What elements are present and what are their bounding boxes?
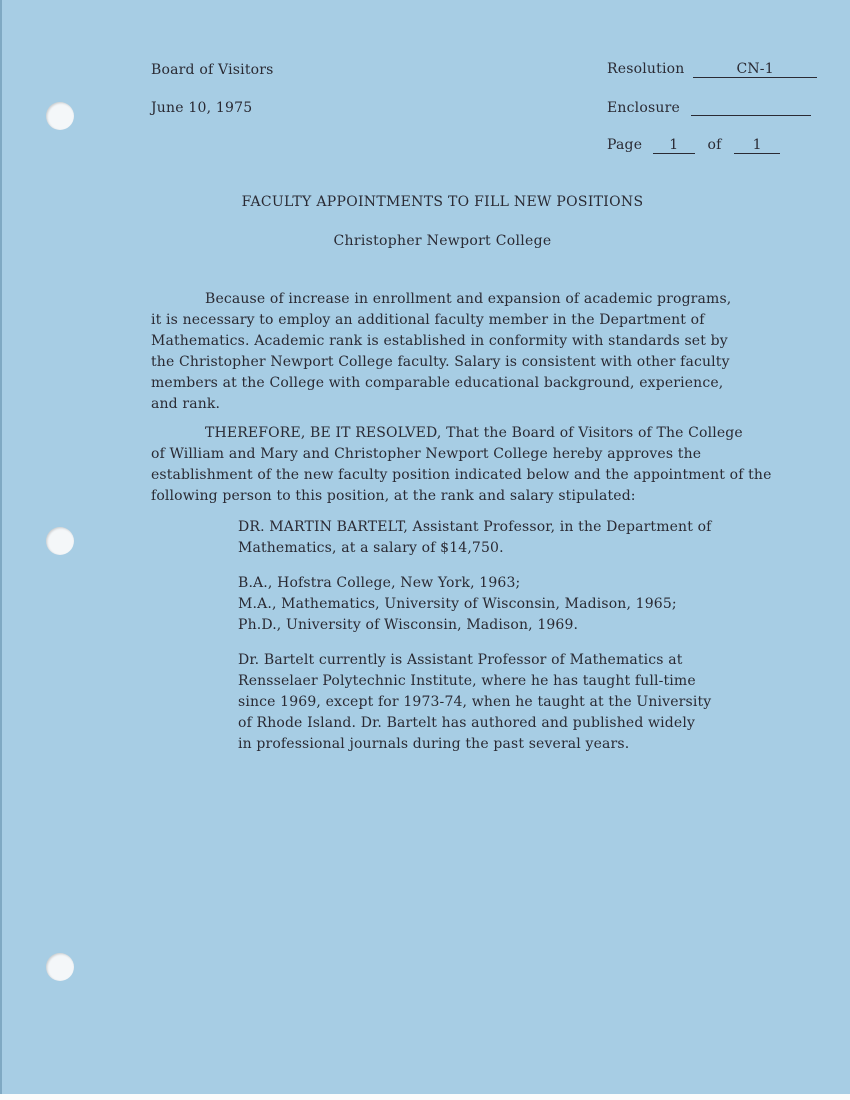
enclosure-value xyxy=(691,99,811,116)
appointment-block xyxy=(238,517,712,559)
page-edge xyxy=(0,0,2,1100)
resolution-value: CN-1 xyxy=(693,61,817,78)
bio-line: in professional journals during the past several years. xyxy=(238,736,630,752)
of-label: of xyxy=(707,137,722,153)
paragraph-line: Because of increase in enrollment and expansion of academic programs, xyxy=(205,291,732,307)
paragraph-line: THEREFORE, BE IT RESOLVED, That the Board of Visitors of The College xyxy=(205,425,743,441)
page-bottom-edge xyxy=(0,1094,850,1100)
org-name: Board of Visitors xyxy=(151,62,274,78)
punch-hole-bottom xyxy=(46,953,74,981)
punch-hole-top xyxy=(46,102,74,130)
college-name: Christopher Newport College xyxy=(333,233,552,249)
punch-hole-middle xyxy=(46,527,74,555)
resolution-label: Resolution xyxy=(607,61,685,77)
bio-line: Dr. Bartelt currently is Assistant Professor of Mathematics at xyxy=(238,652,683,668)
bio-line: Rensselaer Polytechnic Institute, where he has taught full-time xyxy=(238,673,696,689)
degree-line: B.A., Hofstra College, New York, 1963; xyxy=(238,575,521,591)
page-total: 1 xyxy=(734,137,780,154)
bio-line: of Rhode Island. Dr. Bartelt has authored and published widely xyxy=(238,715,696,731)
paragraph-line: members at the College with comparable educational background, experience, xyxy=(151,375,724,391)
paragraph-line: Mathematics. Academic rank is established in conformity with standards set by xyxy=(151,333,728,349)
paragraph-line: the Christopher Newport College faculty. Salary is consistent with other faculty xyxy=(151,354,730,370)
page-number: 1 xyxy=(653,137,695,154)
enclosure-label: Enclosure xyxy=(607,100,680,116)
resolution-paragraph xyxy=(151,423,772,507)
paragraph-line: of William and Mary and Christopher Newport College hereby approves the xyxy=(151,446,702,462)
document-title: FACULTY APPOINTMENTS TO FILL NEW POSITIONS xyxy=(241,194,644,210)
resolution-field xyxy=(607,61,817,78)
document-date: June 10, 1975 xyxy=(151,100,253,116)
intro-paragraph xyxy=(151,289,731,415)
degree-line: M.A., Mathematics, University of Wisconsin, Madison, 1965; xyxy=(238,596,677,612)
paragraph-line: following person to this position, at the rank and salary stipulated: xyxy=(151,488,636,504)
bio-block xyxy=(238,650,711,755)
enclosure-field xyxy=(607,99,811,116)
paragraph-line: establishment of the new faculty position indicated below and the appointment of the xyxy=(151,467,772,483)
degree-line: Ph.D., University of Wisconsin, Madison, 1969. xyxy=(238,617,579,633)
appointment-line: DR. MARTIN BARTELT, Assistant Professor, in the Department of xyxy=(238,519,712,535)
appointment-line: Mathematics, at a salary of $14,750. xyxy=(238,540,504,556)
page-field xyxy=(607,137,780,154)
paragraph-line: it is necessary to employ an additional faculty member in the Department of xyxy=(151,312,705,328)
bio-line: since 1969, except for 1973-74, when he taught at the University xyxy=(238,694,712,710)
degrees-block xyxy=(238,573,677,636)
page-label: Page xyxy=(607,137,643,153)
paragraph-line: and rank. xyxy=(151,396,221,412)
